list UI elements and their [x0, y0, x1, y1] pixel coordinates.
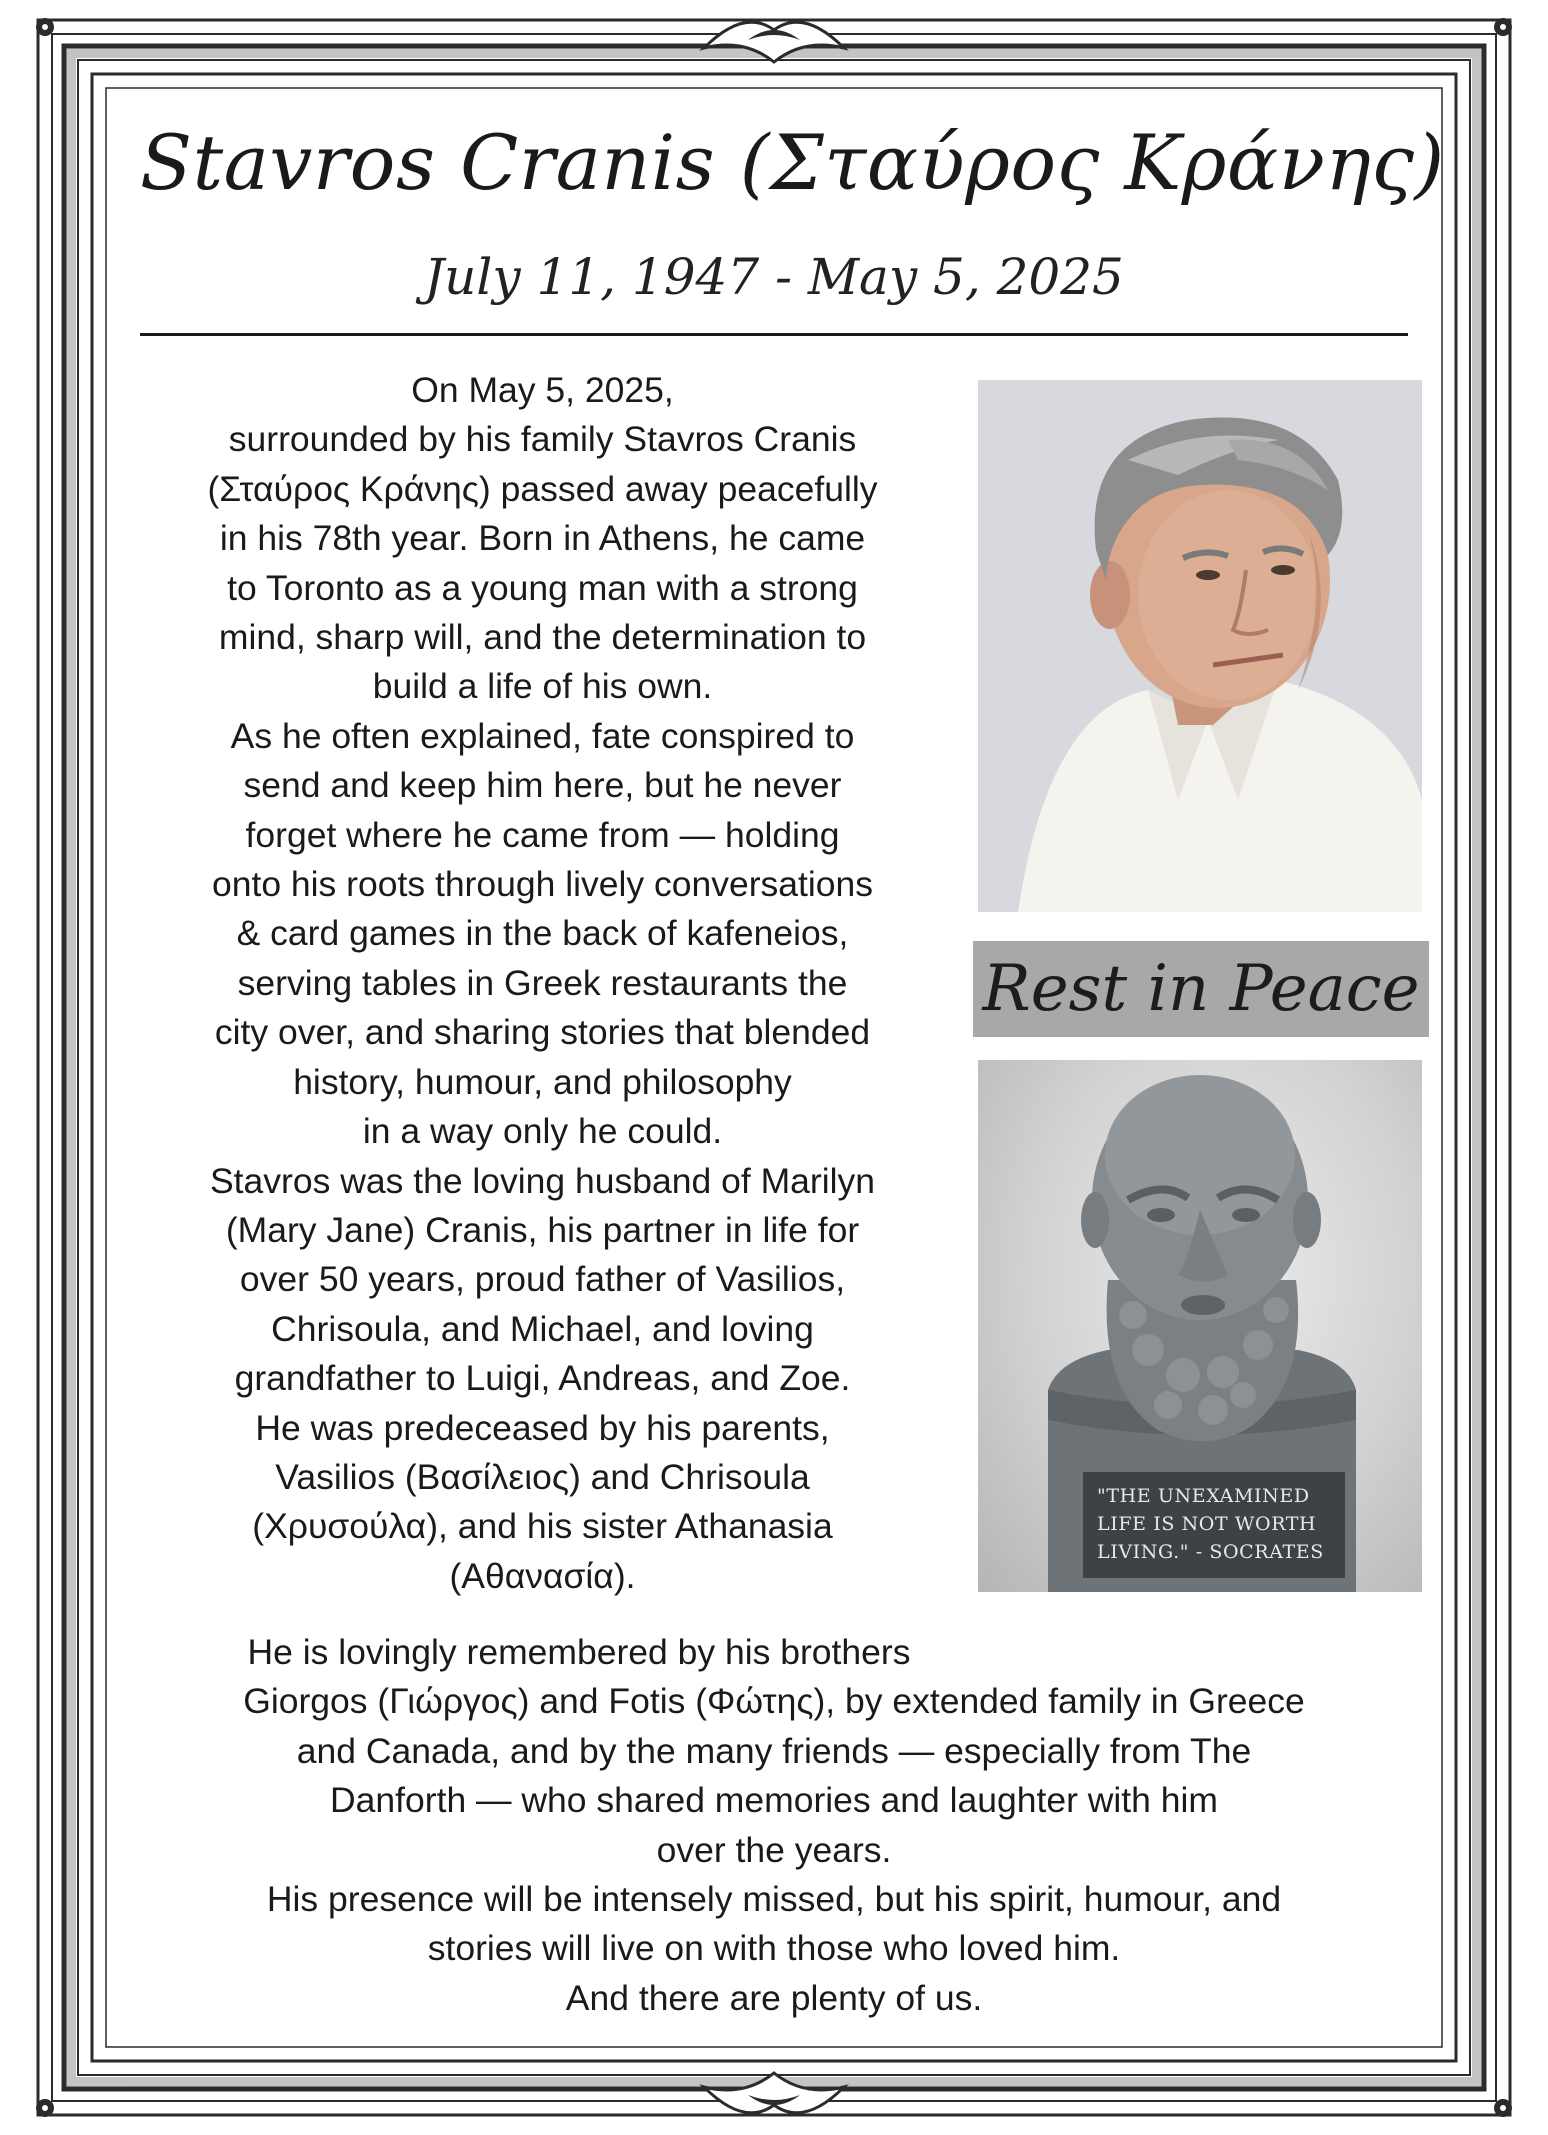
- obituary-line: Danforth — who shared memories and laughter with him: [330, 1780, 1218, 1821]
- obituary-line: (Σταύρος Κράνης) passed away peacefully: [207, 468, 878, 509]
- obituary-line: He was predeceased by his parents,: [255, 1407, 830, 1448]
- obituary-line: in a way only he could.: [362, 1111, 723, 1152]
- obituary-line: over 50 years, proud father of Vasilios,: [239, 1259, 846, 1300]
- obituary-line: grandfather to Luigi, Andreas, and Zoe.: [234, 1358, 851, 1399]
- obituary-line: forget where he came from — holding: [245, 814, 840, 855]
- header-divider: [140, 333, 1408, 336]
- plaque-line: LIFE IS NOT WORTH: [1097, 1513, 1317, 1535]
- obituary-line: to Toronto as a young man with a strong: [227, 567, 858, 608]
- obituary-text-column: [140, 366, 945, 1601]
- obituary-line: Giorgos (Γιώργος) and Fotis (Φώτης), by extended family in Greece: [243, 1681, 1305, 1722]
- obituary-line: city over, and sharing stories that blended: [214, 1012, 871, 1053]
- socrates-bust-image: [978, 1060, 1422, 1592]
- obituary-line: As he often explained, fate conspired to: [230, 715, 855, 756]
- obituary-line: serving tables in Greek restaurants the: [237, 962, 848, 1003]
- rest-in-peace-banner: Rest in Peace: [973, 941, 1429, 1037]
- obituary-line: in his 78th year. Born in Athens, he came: [219, 518, 866, 559]
- obituary-line: He is lovingly remembered by his brothers: [247, 1632, 911, 1672]
- obituary-line: His presence will be intensely missed, but his spirit, humour, and: [266, 1879, 1282, 1920]
- obituary-line: On May 5, 2025,: [411, 370, 674, 410]
- obituary-line: Stavros was the loving husband of Marilyn: [210, 1160, 875, 1201]
- obituary-line: And there are plenty of us.: [565, 1977, 983, 2018]
- plaque-line: LIVING." - SOCRATES: [1097, 1541, 1324, 1563]
- portrait-photo: [978, 380, 1422, 912]
- obituary-line: stories will live on with those who loved him.: [427, 1928, 1121, 1969]
- life-dates: July 11, 1947 - May 5, 2025: [424, 248, 1124, 306]
- obituary-line: build a life of his own.: [372, 666, 713, 707]
- obituary-closing: [140, 1628, 1408, 2023]
- obituary-line: mind, sharp will, and the determination to: [218, 617, 867, 658]
- obituary-line: Vasilios (Βασίλειος) and Chrisoula: [275, 1456, 810, 1497]
- obituary-line: surrounded by his family Stavros Cranis: [228, 419, 857, 460]
- obituary-line: (Mary Jane) Cranis, his partner in life for: [225, 1209, 860, 1250]
- deceased-name: Stavros Cranis (Σταύρος Κράνης): [140, 118, 1445, 207]
- obituary-line: onto his roots through lively conversations: [211, 864, 874, 905]
- socrates-quote-plaque: [1083, 1472, 1345, 1578]
- obituary-line: & card games in the back of kafeneios,: [236, 913, 849, 954]
- obituary-line: over the years.: [656, 1829, 892, 1870]
- plaque-line: "THE UNEXAMINED: [1097, 1485, 1310, 1507]
- obituary-line: (Χρυσούλα), and his sister Athanasia: [252, 1506, 833, 1547]
- obituary-line: (Αθανασία).: [449, 1555, 636, 1596]
- obituary-line: Chrisoula, and Michael, and loving: [271, 1308, 814, 1349]
- obituary-line: send and keep him here, but he never: [243, 765, 842, 806]
- obituary-line: history, humour, and philosophy: [293, 1061, 792, 1102]
- obituary-line: and Canada, and by the many friends — especially from The: [296, 1730, 1252, 1771]
